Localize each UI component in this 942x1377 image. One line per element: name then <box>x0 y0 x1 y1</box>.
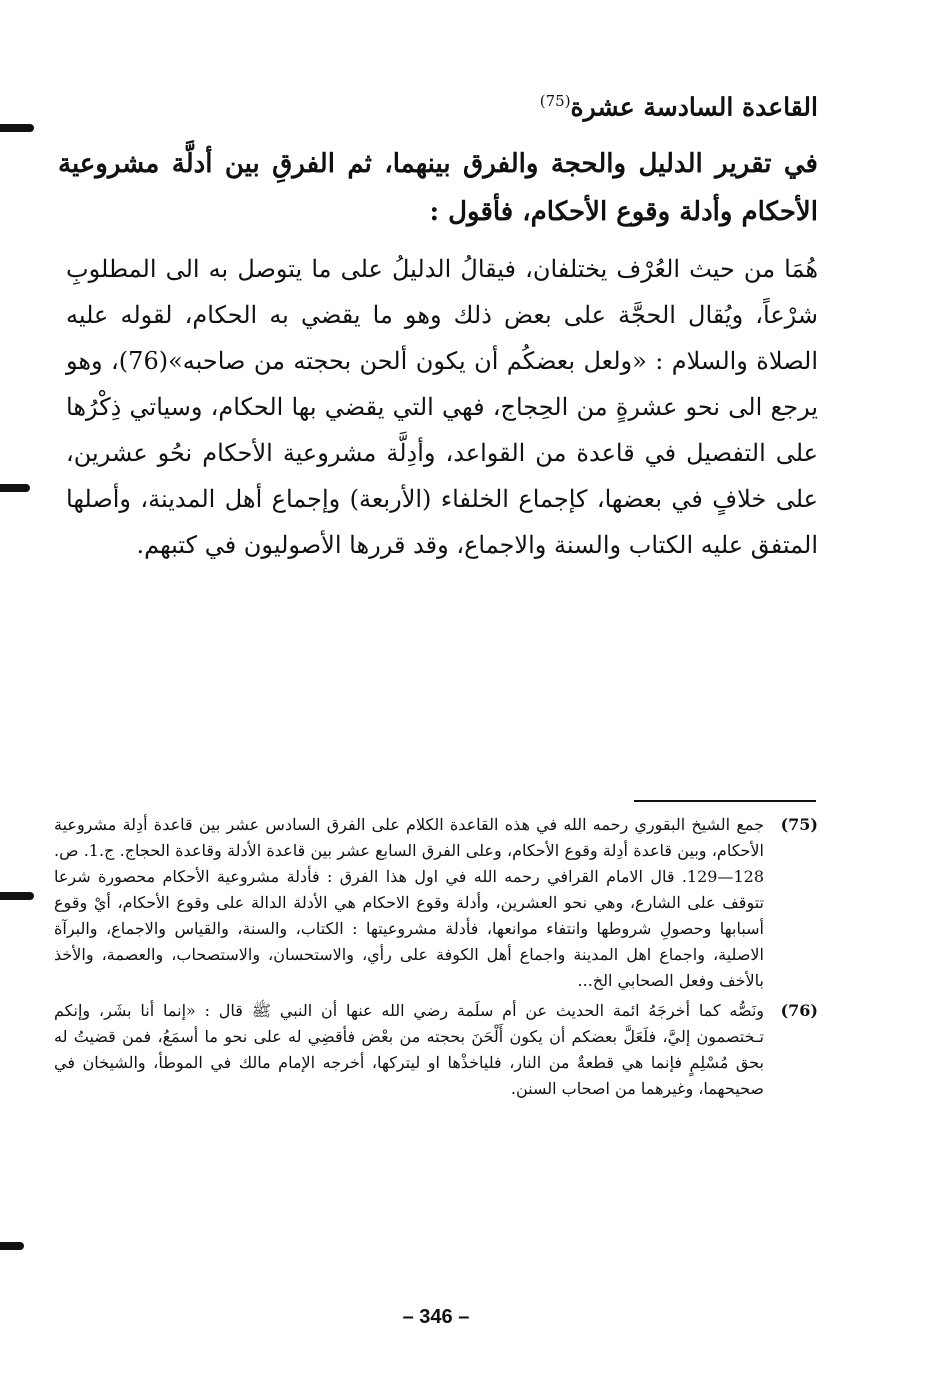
margin-mark <box>0 484 30 492</box>
footnote-number: (76) <box>780 1001 818 1020</box>
rule-heading <box>118 84 818 124</box>
heading-footnote-ref: (75) <box>539 92 571 110</box>
footnote-number: (75) <box>780 815 818 834</box>
margin-mark <box>0 1242 24 1250</box>
page-number: – 346 – <box>402 1306 470 1328</box>
footnote-75 <box>54 812 818 994</box>
footnote-76 <box>54 998 818 1102</box>
margin-mark <box>0 124 34 132</box>
footnote-divider <box>634 800 816 802</box>
heading-title: القاعدة السادسة عشرة <box>570 92 818 122</box>
footnote-text: ونَصُّه كما أخرجَهُ ائمة الحديث عن أم سلَمة رضي الله عنها أن النبي ﷺ قال : «إنما أنا بشَر، وإنكم تـختصمون إليَّ، فلَعَلَّ بعضكم أن يكون أَلْحَنَ بحجته من بعْض فأقضِي له على نحو ما أسمَعُ، فمن قضيتُ له بحق مُسْلِمٍ فإنما هي قطعةٌ من النار، فلياخذْها او ليتركها، أخرجه الإمام مالك في الموطأ، والشيخان في صحيحهما، وغيرهما من اصحاب السنن. <box>54 1001 764 1098</box>
footnotes-section <box>54 812 818 1106</box>
margin-mark <box>0 892 34 900</box>
body-paragraph: هُمَا من حيث العُرْف يختلفان، فيقالُ الدليلُ على ما يتوصل به الى المطلوبِ شرْعاً، ويُقال الحجَّة على بعض ذلك وهو ما يقضي به الحكام، لقوله عليه الصلاة والسلام : «ولعل بعضكُم أن يكون ألحن بحجته من صاحبه»(76)، وهو يرجع الى نحو عشرةٍ من الحِجاج، فهي التي يقضي بها الحكام، وسياتي ذِكْرُها على التفصيل في قاعدة من القواعد، وأدِلَّة مشروعية الأحكام نحُو عشرين، على خلافٍ في بعضها، كإجماع الخلفاء (الأربعة) وإجماع أهل المدينة، وأصلها المتفق عليه الكتاب والسنة والاجماع، وقد قررها الأصوليون في كتبهم. <box>66 255 818 559</box>
rule-subheading: في تقرير الدليل والحجة والفرق بينهما، ثم الفرقِ بين أدلَّة مشروعية الأحكام وأدلة وقوع الأحكام، فأقول : <box>58 149 818 227</box>
footnote-text: جمع الشيخ البقوري رحمه الله في هذه القاعدة الكلام على الفرق السادس عشر بين قاعدة أدِلة مشروعية الأحكام، وبين قاعدة أدِلة وقوع الأحكام، وعلى الفرق السابع عشر بين قاعدة الأدلة وقاعدة الحجاج. ج.1. ص. 128—129. قال الامام القرافي رحمه الله في اول هذا الفرق : فأدلة مشروعية الأحكام محصورة شرعا تتوقف على الشارع، وهي نحو العشرين، وأدلة وقوع الاحكام هي الأدلة الدالة على وقوع الأحكام، أيْ وقوع أسبابها وحصولِ شروطها وانتفاء موانعها، فأدلة مشروعيتها : الكتاب، والسنة، والقياس والاجماع، والبرآة الاصلية، واجماع اهل المدينة واجماع أهل الكوفة على رأي، والاستحسان، والاستصحاب، والعصمة، والأخذ بالأخف وفعل الصحابي الخ... <box>54 815 765 990</box>
